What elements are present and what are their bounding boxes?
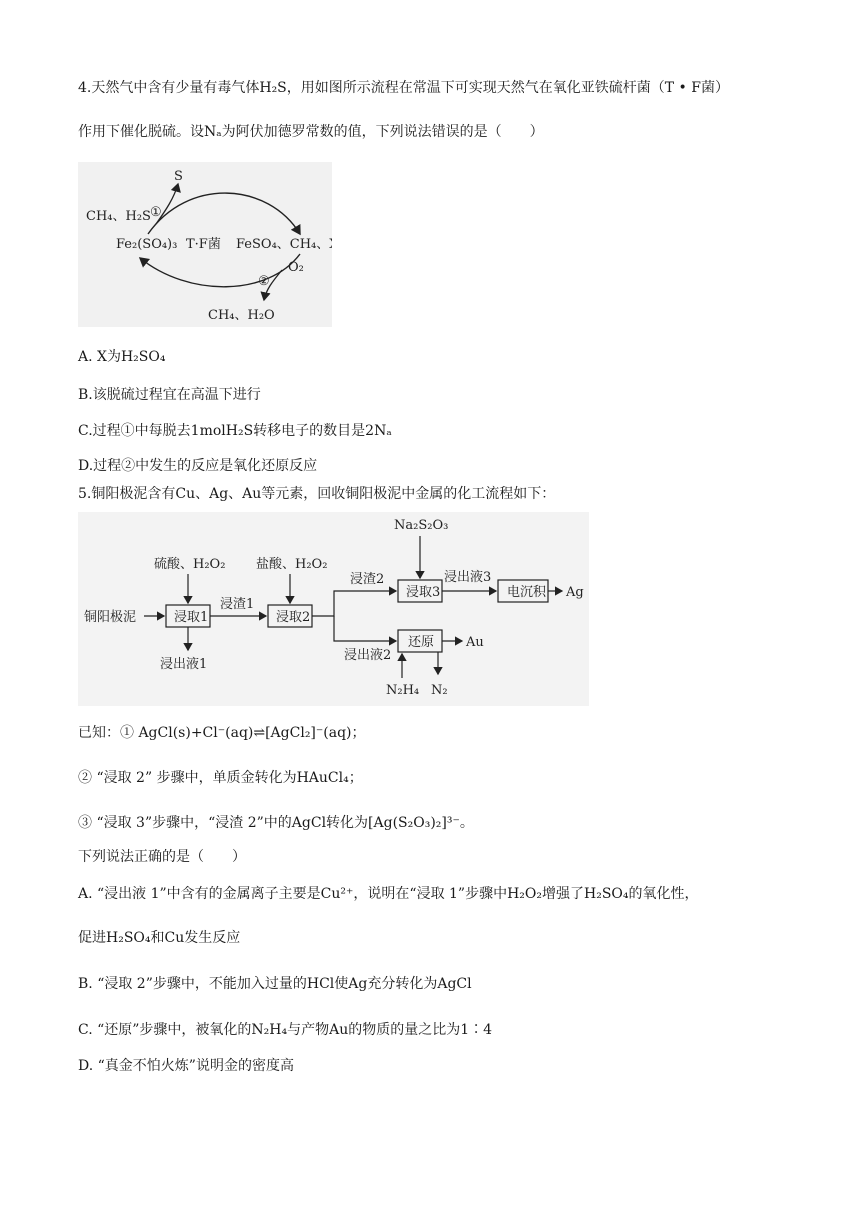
leach1-label: 浸取1 <box>174 610 209 625</box>
q5-known-2: ② “浸取 2” 步骤中，单质金转化为HAuCl₄； <box>78 770 363 786</box>
q4-option-b: B.该脱硫过程宜在高温下进行 <box>78 387 261 403</box>
step2-label: ② <box>258 274 270 289</box>
q5-option-c: C. “还原”步骤中，被氧化的N₂H₄与产物Au的物质的量之比为1∶4 <box>78 1022 493 1038</box>
anode-slime-label: 铜阳极泥 <box>84 610 137 625</box>
q5-flowchart <box>78 512 589 706</box>
reagent2-label: 盐酸、H₂O₂ <box>256 557 328 572</box>
n2h4-label: N₂H₄ <box>386 683 420 698</box>
q4-stem-line2: 作用下催化脱硫。设Nₐ为阿伏加德罗常数的值，下列说法错误的是（ ） <box>78 124 544 140</box>
ch4-h2s-input-label: CH₄、H₂S <box>86 209 151 224</box>
o2-label: O₂ <box>288 260 304 275</box>
q4-stem-line1: 4.天然气中含有少量有毒气体H₂S，用如图所示流程在常温下可实现天然气在氧化亚铁硫杆菌（T • F菌） <box>78 80 729 96</box>
q5-option-b: B. “浸取 2”步骤中，不能加入过量的HCl使Ag充分转化为AgCl <box>78 976 472 992</box>
tf-bacteria-label: T·F菌 <box>186 237 221 252</box>
filtrate3-label: 浸出液3 <box>444 570 492 585</box>
leach2-label: 浸取2 <box>276 610 311 625</box>
reagent1-label: 硫酸、H₂O₂ <box>154 557 226 572</box>
residue1-label: 浸渣1 <box>220 597 255 612</box>
filtrate1-label: 浸出液1 <box>160 657 208 672</box>
q4-cycle-diagram <box>78 162 332 327</box>
q5-stem: 5.铜阳极泥含有Cu、Ag、Au等元素，回收铜阳极泥中金属的化工流程如下： <box>78 486 556 502</box>
n2-label: N₂ <box>431 683 448 698</box>
residue2-label: 浸渣2 <box>350 572 385 587</box>
electrodeposit-label: 电沉积 <box>507 585 547 600</box>
ag-product-label: Ag <box>566 585 584 600</box>
q4-option-c: C.过程①中每脱去1molH₂S转移电子的数目是2Nₐ <box>78 423 392 439</box>
ch4-h2o-output-label: CH₄、H₂O <box>208 308 275 323</box>
q4-option-d: D.过程②中发生的反应是氧化还原反应 <box>78 458 318 474</box>
reduction-label: 还原 <box>408 635 435 650</box>
q5-ask: 下列说法正确的是（ ） <box>78 849 246 865</box>
q5-option-d: D. “真金不怕火炼”说明金的密度高 <box>78 1058 294 1074</box>
step1-label: ① <box>150 205 162 220</box>
q5-known-1: 已知：① AgCl(s)+Cl⁻(aq)⇌[AgCl₂]⁻(aq)； <box>78 725 366 741</box>
q4-option-a: A. X为H₂SO₄ <box>78 349 166 365</box>
au-product-label: Au <box>466 635 484 650</box>
na2s2o3-label: Na₂S₂O₃ <box>394 518 449 533</box>
q5-option-a-cont: 促进H₂SO₄和Cu发生反应 <box>78 930 241 946</box>
q5-known-3: ③ “浸取 3”步骤中，“浸渣 2”中的AgCl转化为[Ag(S₂O₃)₂]³⁻。 <box>78 815 474 831</box>
filtrate2-label: 浸出液2 <box>344 648 392 663</box>
feso4-ch4-x-label: FeSO₄、CH₄、X <box>236 237 332 252</box>
leach3-label: 浸取3 <box>406 585 441 600</box>
q5-option-a: A. “浸出液 1”中含有的金属离子主要是Cu²⁺，说明在“浸取 1”步骤中H₂O₂增强了H₂SO₄的氧化性， <box>78 886 699 902</box>
fe2so43-label: Fe₂(SO₄)₃ <box>116 237 178 252</box>
s-product-label: S <box>174 169 183 184</box>
